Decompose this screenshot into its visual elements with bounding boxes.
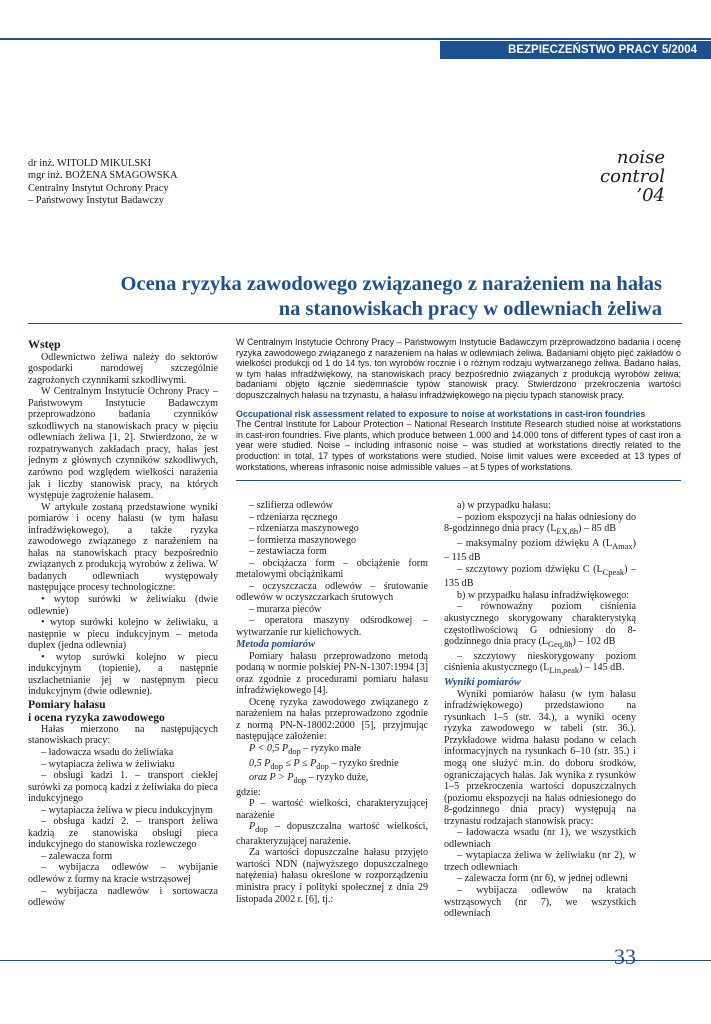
limit-item: – poziom ekspozycji na hałas odniesiony do 8-godzinnego dnia pracy $(L_{EX,8h}) - 85$ dB	[444, 511, 636, 537]
title-rule	[28, 323, 682, 324]
abstract-en: The Central Institute for Labour Protection – National Research Institute Research studied noise at workstations in cast-iron foundries. Five plants, which produce between 1.000 and 14.000 tons of different types of cast iron a year were studied. Noise – including infrasonic noise – was studied at workstations directly related to the production: in total, 17 types of workstations were studied. Noise limit values were exceeded at 13 types of workstations, whereas infrasonic noise admissible values – at 5 types of workstations.	[236, 419, 681, 472]
abstract-pl: W Centralnym Instytucie Ochrony Pracy – Państwowym Instytucie Badawczym przeprowadzono badania i ocenę ryzyka zawodowego związanego z narażeniem na hałas w odlewniach żeliwa. Badaniami objęto pięć zakładów o wielkości produkcji od 1 do 14 tys. ton wyrobów rocznie i o różnym rodzaju wytwarzanego żeliwa. Badano hałas, w tym hałas infradźwiękowy, na stanowiskach pracy bezpośrednio związanych z produkcją wyrobów żeliwa; badaniami objęto łącznie siedemnaście typów stanowisk pracy. Stwierdzono przekroczenia wartości dopuszczalnych hałasu na trzynastu, a hałasu infradźwiękowego na pięciu typach stanowisk pracy.	[236, 337, 681, 400]
section-heading-measurements: Pomiary hałasu i ocena ryzyka zawodowego	[28, 697, 165, 724]
paragraph: W Centralnym Instytucie Ochrony Pracy – Państwowym Instytucie Badawczym przeprowadzono badania czynników szkodliwych na stanowiskach pracy w pięciu odlewniach żeliwa [1, 2]. Stwierdzono, że w rozpatrywanych zakładach pracy, hałas jest jednym z głównych czynników szkodliwych, zarówno pod względem wielkości narażenia jak i liczby stanowisk pracy, na których występuje zagrożenie hałasem.	[28, 386, 218, 502]
list-item: – obsługi kadzi 1. – transport ciekłej surówki za pomocą kadzi z żeliwiaka do pieca indukcyjnego	[28, 770, 218, 805]
list-item: – oczyszczacza odlewów – śrutowanie odlewów w oczyszczarkach śrutowych	[236, 580, 428, 604]
list-item: – operatora maszyny odśrodkowej – wytwarzanie rur kielichowych.	[236, 615, 428, 639]
list-item: – formierza maszynowego	[249, 534, 357, 546]
paragraph: Odlewnictwo żeliwa należy do sektorów gospodarki narodowej szczególnie zagrożonych czynnikami szkodliwymi.	[28, 351, 218, 386]
paragraph: W artykule zostaną przedstawione wyniki pomiarów i oceny hałasu (w tym hałasu infradźwiękowego), a także ryzyka zawodowego związanego z narażeniem na hałas na stanowiskach pracy bezpośrednio związanych z produkcją wyrobów z żeliwa. W badanych odlewniach występowały następujące procesy technologiczne:	[28, 501, 218, 594]
section-heading-intro: Wstęp	[28, 337, 61, 351]
paragraph: Za wartości dopuszczalne hałasu przyjęto wartości NDN (najwyższego dopuszczalnego natężenia) hałasu określone w rozporządzeniu ministra pracy i polityki społecznej z dnia 29 listopada 2002 r. [6], tj.:	[236, 847, 428, 905]
abstract-en-heading: Occupational risk assessment related to exposure to noise at workstations in cast-iron foundries	[236, 408, 646, 419]
limit-item: – równoważny poziom ciśnienia akustycznego skorygowany charakterystyką częstotliwościową G odniesiony do 8-godzinnego dnia pracy $(L_{Geq,8h}) - 102$ dB	[444, 601, 636, 650]
list-item: – murarza pieców	[249, 603, 322, 615]
list-item: – obciążacza form – obciążenie form metalowymi obciążnikami	[236, 557, 428, 581]
list-item: – zestawiacza form	[249, 546, 327, 558]
affiliation-2: – Państwowy Instytut Badawczy	[28, 195, 164, 207]
limit-item: – maksymalny poziom dźwięku A $(L_{Amax}) - 115$ dB	[444, 537, 636, 564]
column-3	[444, 500, 636, 920]
affiliation-1: Centralny Instytut Ochrony Pracy	[28, 182, 169, 194]
limit-item: – szczytowy poziom dźwięku C $(L_{Cpeak}) - 135$ dB	[444, 563, 637, 590]
abstract	[236, 337, 681, 472]
section-heading-results: Wyniki pomiarów	[444, 676, 521, 688]
bullet-item: • wytop surówki kolejno w piecu indukcyjnym (topienie), a następnie uszlachetnianie jej w następnym piecu indukcyjnym (dwie odlewnie).	[28, 651, 218, 698]
author-2: mgr inż. BOŻENA SMAGOWSKA	[28, 170, 178, 182]
title-line-1: Ocena ryzyka zawodowego związanego z narażeniem na hałas	[120, 273, 662, 295]
list-heading: a) w przypadku hałasu:	[457, 500, 551, 511]
paragraph: Hałas mierzono na następujących stanowiskach pracy:	[28, 723, 218, 747]
list-heading: b) w przypadku hałasu infradźwiękowego:	[457, 589, 630, 601]
logo-line-3: ’04	[636, 185, 665, 206]
list-item: – rdzeniarza maszynowego	[249, 523, 359, 535]
criterion-1: P < 0,5 $P_{dop}$ – ryzyko małe	[249, 742, 362, 756]
article-title	[60, 272, 662, 322]
noise-control-logo	[585, 148, 665, 205]
section-heading-method: Metoda pomiarów	[236, 638, 316, 650]
list-item: – obsługa kadzi 2. – transport żeliwa kadzią ze stanowiska obsługi pieca indukcyjnego do stanowiska rozlewczego	[28, 816, 218, 851]
list-item: – ładowacza wsadu (nr 1), we wszystkich odlewniach	[444, 827, 636, 850]
criterion-3: oraz $P > P_{dop}$ – ryzyko duże,	[249, 772, 369, 786]
author-1: dr inż. WITOLD MIKULSKI	[28, 158, 152, 169]
list-item: – rdzeniarza ręcznego	[249, 511, 338, 523]
definition: $P_{dop}$ – dopuszczalna wartość wielkości, charakteryzującej narażenie.	[236, 821, 428, 847]
criterion-2: 0,5 $P_{dop} \le P \le P_{dop}$ – ryzyko średnie	[249, 757, 399, 771]
bottom-rule	[0, 960, 711, 961]
bullet-item: • wytop surówki kolejno w żeliwiaku, a następnie w piecu indukcyjnym – metoda duplex (jedna odlewnia)	[28, 617, 218, 652]
list-item: – wybijacza nadlewów i sortowacza odlewów	[28, 885, 218, 909]
where-label: gdzie:	[236, 786, 261, 798]
paragraph: Ocenę ryzyka zawodowego związanego z narażeniem na hałas przeprowadzono zgodnie z normą PN-N-18002:2000 [5], przyjmując następujące założenie:	[236, 696, 428, 743]
list-item: – wytapiacza żeliwa w piecu indukcyjnym	[41, 804, 213, 816]
column-1	[28, 338, 218, 909]
list-item: – szlifierza odlewów	[249, 500, 334, 511]
title-line-2: na stanowiskach pracy w odlewniach żeliwa	[278, 298, 662, 320]
list-item: – zalewacza form (nr 6), w jednej odlewni	[457, 873, 628, 885]
page-number: 33	[614, 944, 636, 969]
list-item: – ładowacza wsadu do żeliwiaka	[41, 747, 174, 758]
limit-item: – szczytowy nieskorygowany poziom ciśnienia akustycznego $(L_{Lin,peak}) - 145$ dB.	[444, 650, 636, 676]
column-2	[236, 500, 428, 905]
definition: P – wartość wielkości, charakteryzującej narażenie	[236, 798, 428, 821]
top-rule	[0, 38, 711, 40]
list-item: – wytapiacza żeliwa w żeliwiaku (nr 2), w trzech odlewniach	[444, 850, 636, 873]
authors-block	[28, 158, 178, 208]
list-item: – wybijacza odlewów – wybijanie odlewów z formy na kracie wstrząsowej	[28, 862, 218, 886]
list-item: – wybijacza odlewów na kratach wstrząsowych (nr 7), we wszystkich odlewniach	[444, 885, 636, 920]
list-item: – wytapiacza żeliwa w żeliwiaku	[41, 758, 175, 770]
paragraph: Pomiary hałasu przeprowadzono metodą podaną w normie polskiej PN-N-1307:1994 [3] oraz zgodnie z procedurami pomiaru hałasu infradźwiękowego [4].	[236, 650, 428, 697]
list-item: – zalewacza form	[41, 850, 113, 862]
abstract-rule	[236, 480, 681, 481]
journal-title: BEZPIECZEŃSTWO PRACY 5/2004	[508, 44, 697, 56]
journal-header-bar	[440, 41, 711, 59]
paragraph: Wyniki pomiarów hałasu (w tym hałasu infradźwiękowego) przedstawiono na rysunkach 1–5 (str. 34.), a wyniki oceny ryzyka zawodowego w tabeli (str. 36.). Przykładowe widma hałasu podano w celach informacyjnych na rysunkach 6–10 (str. 35.) i mogą one służyć m.in. do doboru środków, ograniczających hałas. Jak wynika z rysunków 1–5 przekroczenia wartości dopuszczalnych (poziomu ekspozycji na hałas odniesionego do 8-godzinnego dnia pracy) występują na trzynastu rodzajach stanowisk pracy:	[444, 688, 636, 827]
bullet-item: • wytop surówki w żeliwiaku (dwie odlewnie)	[28, 593, 218, 617]
logo-line-2: control	[600, 166, 665, 187]
logo-line-1: noise	[616, 147, 665, 168]
